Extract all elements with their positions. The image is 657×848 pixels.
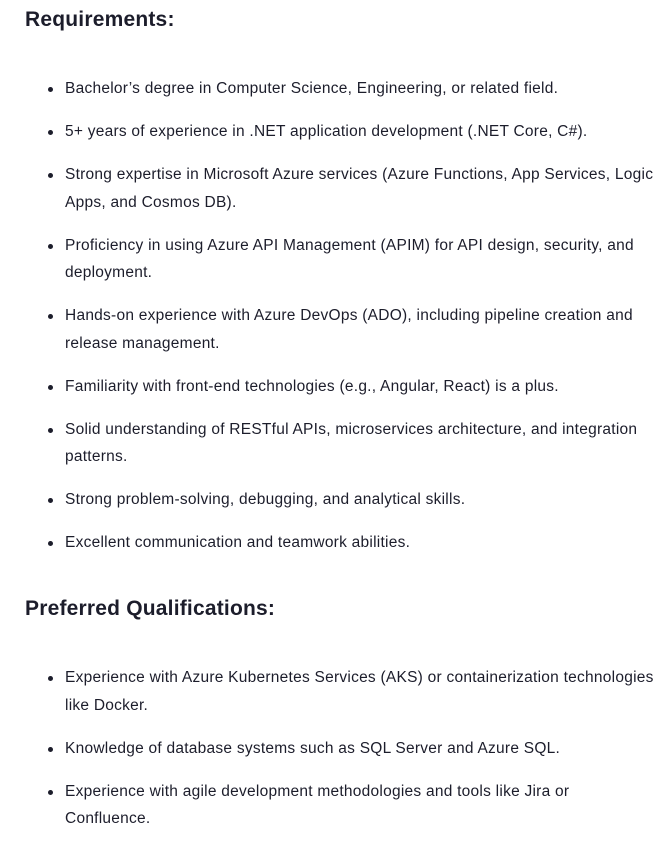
list-item: Experience with agile development methodologies and tools like Jira or Confluence.	[65, 778, 657, 833]
list-item: Hands-on experience with Azure DevOps (ADO), including pipeline creation and release management.	[65, 302, 657, 357]
preferred-qualifications-heading: Preferred Qualifications:	[25, 597, 276, 620]
list-item: 5+ years of experience in .NET application development (.NET Core, C#).	[65, 118, 657, 146]
list-item: Knowledge of database systems such as SQL Server and Azure SQL.	[65, 735, 657, 763]
list-item: Bachelor’s degree in Computer Science, Engineering, or related field.	[65, 75, 657, 103]
list-item: Strong expertise in Microsoft Azure services (Azure Functions, App Services, Logic Apps, and Cosmos DB).	[65, 161, 657, 216]
preferred-qualifications-list	[0, 664, 657, 848]
list-item: Proficiency in using Azure API Management (APIM) for API design, security, and deployment.	[65, 232, 657, 287]
list-item: Familiarity with front-end technologies (e.g., Angular, React) is a plus.	[65, 373, 657, 401]
list-item: Strong problem-solving, debugging, and analytical skills.	[65, 486, 657, 514]
list-item: Solid understanding of RESTful APIs, microservices architecture, and integration patterns.	[65, 416, 657, 471]
list-item: Experience with Azure Kubernetes Services (AKS) or containerization technologies like Docker.	[65, 664, 657, 719]
requirements-list	[0, 75, 657, 572]
requirements-heading: Requirements:	[25, 8, 175, 31]
list-item: Excellent communication and teamwork abilities.	[65, 529, 657, 557]
